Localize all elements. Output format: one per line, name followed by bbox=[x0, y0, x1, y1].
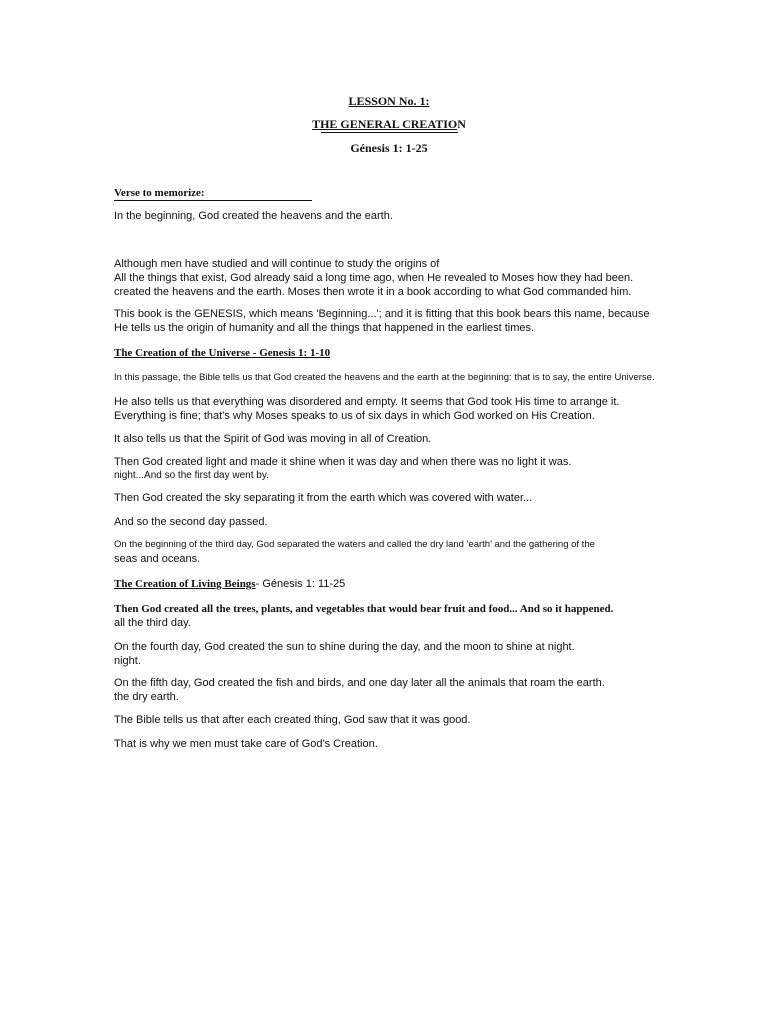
living-para-1b: all the third day. bbox=[114, 617, 191, 629]
intro-line-3: created the heavens and the earth. Moses then wrote it in a book according to what God commanded him. bbox=[114, 286, 632, 298]
living-para-4: The Bible tells us that after each created thing, God saw that it was good. bbox=[114, 714, 471, 726]
memory-verse: In the beginning, God created the heavens and the earth. bbox=[114, 210, 393, 222]
section-living-heading-dash: - bbox=[255, 578, 260, 590]
universe-para-4b: night...And so the first day went by. bbox=[114, 470, 269, 481]
section-living-heading-ref: Génesis 1: 11-25 bbox=[259, 578, 346, 590]
lesson-number: LESSON No. 1: bbox=[348, 94, 430, 108]
universe-para-3: It also tells us that the Spirit of God was moving in all of Creation. bbox=[114, 433, 432, 445]
universe-para-7a: On the beginning of the third day, God separated the waters and called the dry land 'earth' and the gathering of the bbox=[114, 539, 595, 550]
memorize-blank-line bbox=[114, 200, 312, 201]
universe-para-2a: He also tells us that everything was disordered and empty. It seems that God took His time to arrange it. bbox=[114, 396, 620, 408]
universe-para-5: Then God created the sky separating it from the earth which was covered with water... bbox=[114, 492, 533, 504]
title-underline bbox=[321, 132, 458, 133]
living-para-1a: Then God created all the trees, plants, and vegetables that would bear fruit and food... And so it happened. bbox=[114, 603, 614, 615]
universe-para-6: And so the second day passed. bbox=[114, 516, 268, 528]
lesson-title bbox=[0, 117, 768, 132]
living-para-2b: night. bbox=[114, 655, 141, 667]
living-para-3b: the dry earth. bbox=[114, 691, 179, 703]
memorize-label: Verse to memorize: bbox=[114, 187, 205, 199]
intro-line-5: He tells us the origin of humanity and all the things that happened in the earliest times. bbox=[114, 322, 535, 334]
universe-para-7b: seas and oceans. bbox=[114, 553, 201, 565]
universe-para-2b: Everything is fine; that's why Moses speaks to us of six days in which God worked on His Creation. bbox=[114, 410, 595, 422]
living-para-5: That is why we men must take care of God's Creation. bbox=[114, 738, 378, 750]
living-para-3a: On the fifth day, God created the fish and birds, and one day later all the animals that roam the earth. bbox=[114, 677, 605, 689]
section-universe-heading-text: The Creation of the Universe - Genesis 1: 1-10 bbox=[114, 347, 331, 359]
section-living-heading-text: The Creation of Living Beings bbox=[114, 578, 256, 590]
lesson-title-main: THE GENERAL CREATIO bbox=[312, 117, 458, 131]
scripture-reference: Génesis 1: 1-25 bbox=[350, 141, 428, 155]
section-living-heading bbox=[114, 578, 345, 590]
intro-line-2: All the things that exist, God already said a long time ago, when He revealed to Moses how they had been. bbox=[114, 272, 634, 284]
living-para-2a: On the fourth day, God created the sun to shine during the day, and the moon to shine at night. bbox=[114, 641, 575, 653]
lesson-title-end: N bbox=[457, 117, 466, 131]
intro-line-1: Although men have studied and will continue to study the origins of bbox=[114, 258, 440, 270]
intro-line-4: This book is the GENESIS, which means 'Beginning...'; and it is fitting that this book bears this name, because bbox=[114, 308, 650, 320]
universe-para-4a: Then God created light and made it shine when it was day and when there was no light it was. bbox=[114, 456, 572, 468]
universe-para-1: In this passage, the Bible tells us that God created the heavens and the earth at the beginning: that is to say, the entire Universe. bbox=[114, 372, 655, 383]
section-universe-heading bbox=[114, 347, 330, 359]
